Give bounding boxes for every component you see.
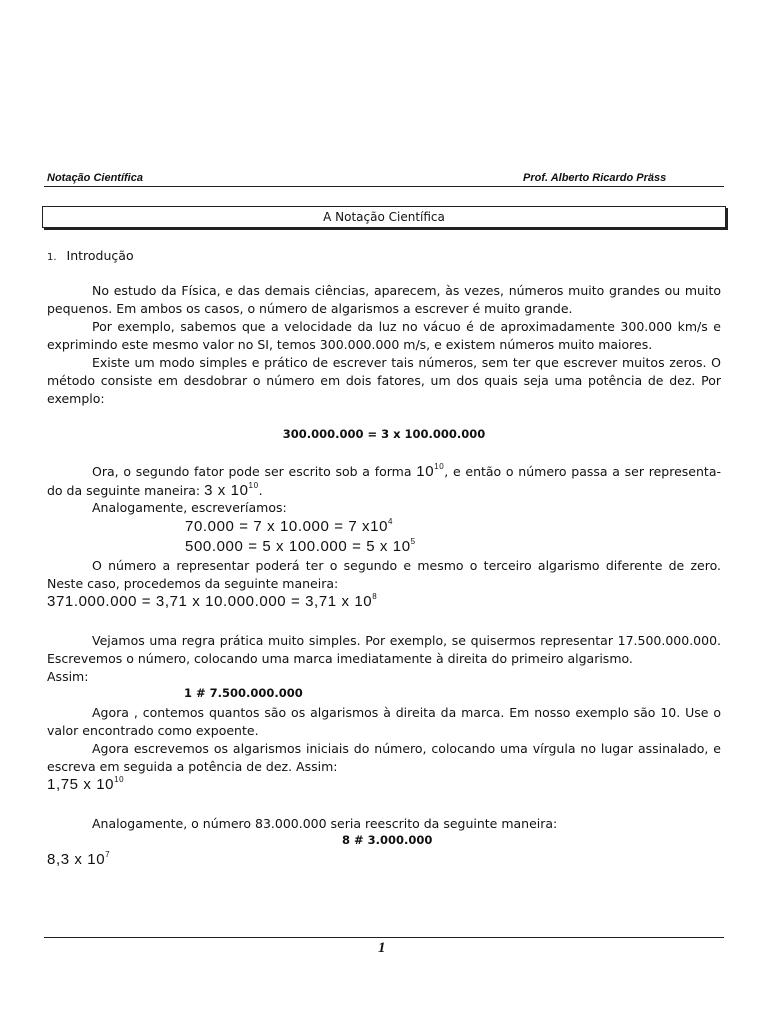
equation-1: 300.000.000 = 3 x 100.000.000 [282,427,486,441]
paragraph-4-text-b: , e então o número passa a ser representa-do da seguinte maneira: [47,464,721,498]
paragraph-9: Agora escrevemos os algarismos iniciais do número, colocando uma vírgula no lugar assinalado, e escreva em seguida a potência de dez. Assim: [47,741,721,774]
equation-7: 8 # 3.000.000 [342,833,433,847]
paragraph-1: No estudo da Física, e das demais ciências, aparecem, às vezes, números muito grandes ou muito pequenos. Em ambos os casos, o número de algarismos a escrever é muito grande. [47,283,721,316]
section-title-box [42,206,726,228]
page-number: 1 [378,940,386,956]
equation-5: 1 # 7.500.000.000 [184,686,303,700]
paragraph-3: Existe um modo simples e prático de escrever tais números, sem ter que escrever muitos zeros. O método consiste em desdobrar o número em dois fatores, um dos quais seja uma potência de dez. Por exemplo: [47,355,721,406]
equation-6: 1,75 x $10^{10}$ [47,775,125,793]
power-expression-result: 3 x $10^{10}$ [204,481,259,499]
equation-2: 70.000 = 7 x 10.000 = 7 $x10^4$ [185,517,394,535]
footer-rule [44,937,724,938]
paragraph-2: Por exemplo, sabemos que a velocidade da luz no vácuo é de aproximadamente 300.000 km/s e exprimindo este mesmo valor no SI, temos 300.000.000 m/s, e existem números muito maiores. [47,319,721,352]
page-title: A Notação Científica [323,210,445,224]
paragraph-5: Analogamente, escreveríamos: [92,500,287,515]
paragraph-8: Agora , contemos quantos são os algarismos à direita da marca. Em nosso exemplo são 10. Use o valor encontrado como expoente. [47,705,721,738]
paragraph-10: Analogamente, o número 83.000.000 seria reescrito da seguinte maneira: [92,816,558,831]
paragraph-7-assim: Assim: [47,669,89,684]
equation-8: 8,3 x $10^7$ [47,850,111,868]
header-right: Prof. Alberto Ricardo Präss [523,172,667,184]
header-rule [44,186,724,187]
section-label: Introdução [66,248,134,263]
paragraph-6: O número a representar poderá ter o segundo e mesmo o terceiro algarismo diferente de zero. Neste caso, procedemos da seguinte maneira: [47,558,721,591]
section-heading [47,248,134,263]
equation-3: 500.000 = 5 x 100.000 = 5 x $10^5$ [185,537,416,555]
paragraph-4: Ora, o segundo fator pode ser escrito sob a forma $10^{10}$, e então o número passa a ser representa-do da seguinte maneira: 3 x $10^{10}$. [47,462,721,499]
power-expression-inline: $10^{10}$ [416,462,445,480]
paragraph-4-text-a: Ora, o segundo fator pode ser escrito sob a forma [92,464,412,479]
section-number: 1. [47,252,57,263]
equation-4: 371.000.000 = 3,71 x 10.000.000 = 3,71 x $10^8$ [47,592,378,610]
paragraph-7: Vejamos uma regra prática muito simples. Por exemplo, se quisermos representar 17.500.000.000. Escrevemos o número, colocando uma marca imediatamente à direita do primeiro algarismo. [47,633,721,666]
header-left: Notação Científica [47,172,143,184]
